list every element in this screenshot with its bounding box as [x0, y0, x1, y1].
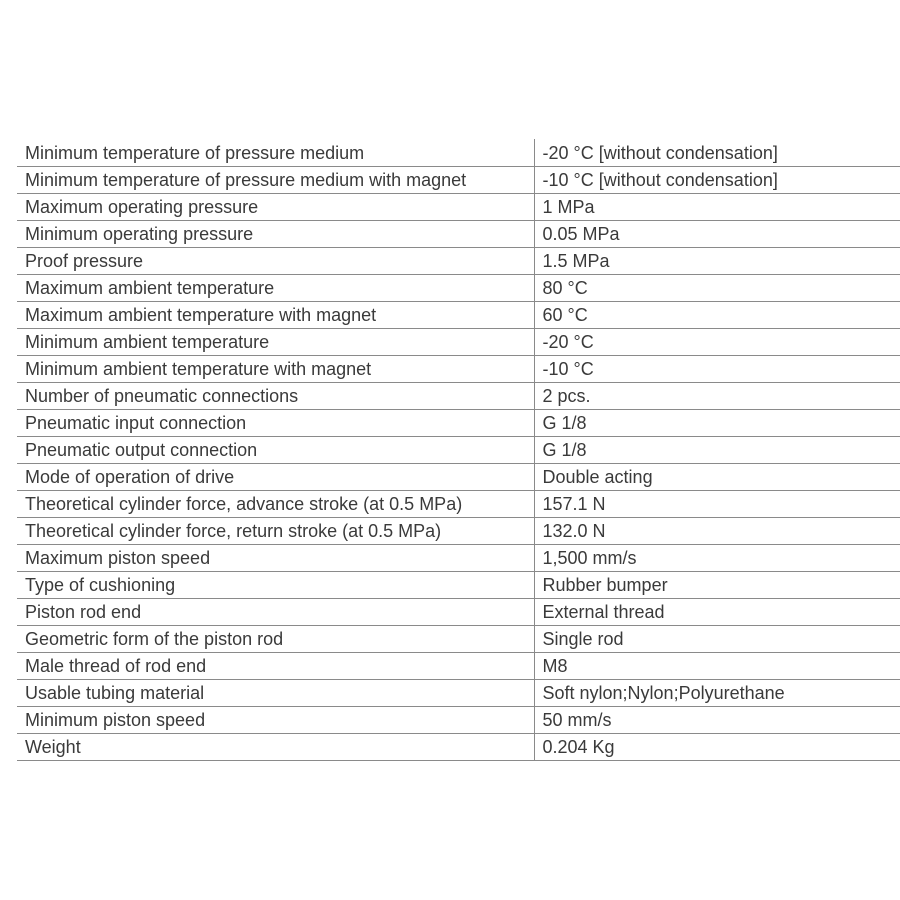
table-row: [17, 571, 900, 598]
spec-property: Minimum operating pressure: [17, 220, 534, 247]
spec-value: M8: [534, 652, 900, 679]
table-row: [17, 247, 900, 274]
spec-property: Usable tubing material: [17, 679, 534, 706]
spec-property: Minimum ambient temperature with magnet: [17, 355, 534, 382]
spec-property: Pneumatic output connection: [17, 436, 534, 463]
spec-property: Minimum ambient temperature: [17, 328, 534, 355]
spec-property: Pneumatic input connection: [17, 409, 534, 436]
spec-value: -20 °C [without condensation]: [534, 139, 900, 166]
spec-property: Maximum ambient temperature with magnet: [17, 301, 534, 328]
spec-value: Rubber bumper: [534, 571, 900, 598]
spec-property: Piston rod end: [17, 598, 534, 625]
spec-value: -20 °C: [534, 328, 900, 355]
spec-property: Minimum temperature of pressure medium with magnet: [17, 166, 534, 193]
spec-value: External thread: [534, 598, 900, 625]
spec-value: 157.1 N: [534, 490, 900, 517]
spec-value: 1 MPa: [534, 193, 900, 220]
spec-property: Weight: [17, 733, 534, 760]
spec-property: Mode of operation of drive: [17, 463, 534, 490]
spec-value: Soft nylon;Nylon;Polyurethane: [534, 679, 900, 706]
spec-value: -10 °C [without condensation]: [534, 166, 900, 193]
table-row: [17, 355, 900, 382]
table-row: [17, 517, 900, 544]
spec-property: Type of cushioning: [17, 571, 534, 598]
table-row: [17, 193, 900, 220]
spec-property: Male thread of rod end: [17, 652, 534, 679]
table-row: [17, 625, 900, 652]
spec-value: Double acting: [534, 463, 900, 490]
spec-property: Minimum temperature of pressure medium: [17, 139, 534, 166]
table-row: [17, 436, 900, 463]
spec-property: Minimum piston speed: [17, 706, 534, 733]
table-row: [17, 463, 900, 490]
table-row: [17, 301, 900, 328]
spec-property: Geometric form of the piston rod: [17, 625, 534, 652]
spec-value: 2 pcs.: [534, 382, 900, 409]
spec-property: Number of pneumatic connections: [17, 382, 534, 409]
spec-property: Proof pressure: [17, 247, 534, 274]
table-row: [17, 274, 900, 301]
table-row: [17, 409, 900, 436]
table-row: [17, 652, 900, 679]
spec-property: Theoretical cylinder force, return stroke (at 0.5 MPa): [17, 517, 534, 544]
spec-value: 132.0 N: [534, 517, 900, 544]
table-row: [17, 166, 900, 193]
table-row: [17, 544, 900, 571]
spec-value: 80 °C: [534, 274, 900, 301]
table-row: [17, 679, 900, 706]
spec-value: -10 °C: [534, 355, 900, 382]
table-row: [17, 328, 900, 355]
spec-value: 50 mm/s: [534, 706, 900, 733]
spec-value: 60 °C: [534, 301, 900, 328]
spec-value: 1.5 MPa: [534, 247, 900, 274]
table-row: [17, 598, 900, 625]
spec-value: 0.204 Kg: [534, 733, 900, 760]
table-row: [17, 382, 900, 409]
spec-property: Theoretical cylinder force, advance stroke (at 0.5 MPa): [17, 490, 534, 517]
spec-value: G 1/8: [534, 409, 900, 436]
spec-value: 1,500 mm/s: [534, 544, 900, 571]
spec-value: Single rod: [534, 625, 900, 652]
spec-value: G 1/8: [534, 436, 900, 463]
spec-table: [17, 139, 900, 761]
table-row: [17, 139, 900, 166]
table-row: [17, 733, 900, 760]
spec-property: Maximum operating pressure: [17, 193, 534, 220]
table-row: [17, 220, 900, 247]
table-row: [17, 706, 900, 733]
spec-property: Maximum piston speed: [17, 544, 534, 571]
spec-property: Maximum ambient temperature: [17, 274, 534, 301]
table-row: [17, 490, 900, 517]
spec-table-body: [17, 139, 900, 760]
spec-value: 0.05 MPa: [534, 220, 900, 247]
